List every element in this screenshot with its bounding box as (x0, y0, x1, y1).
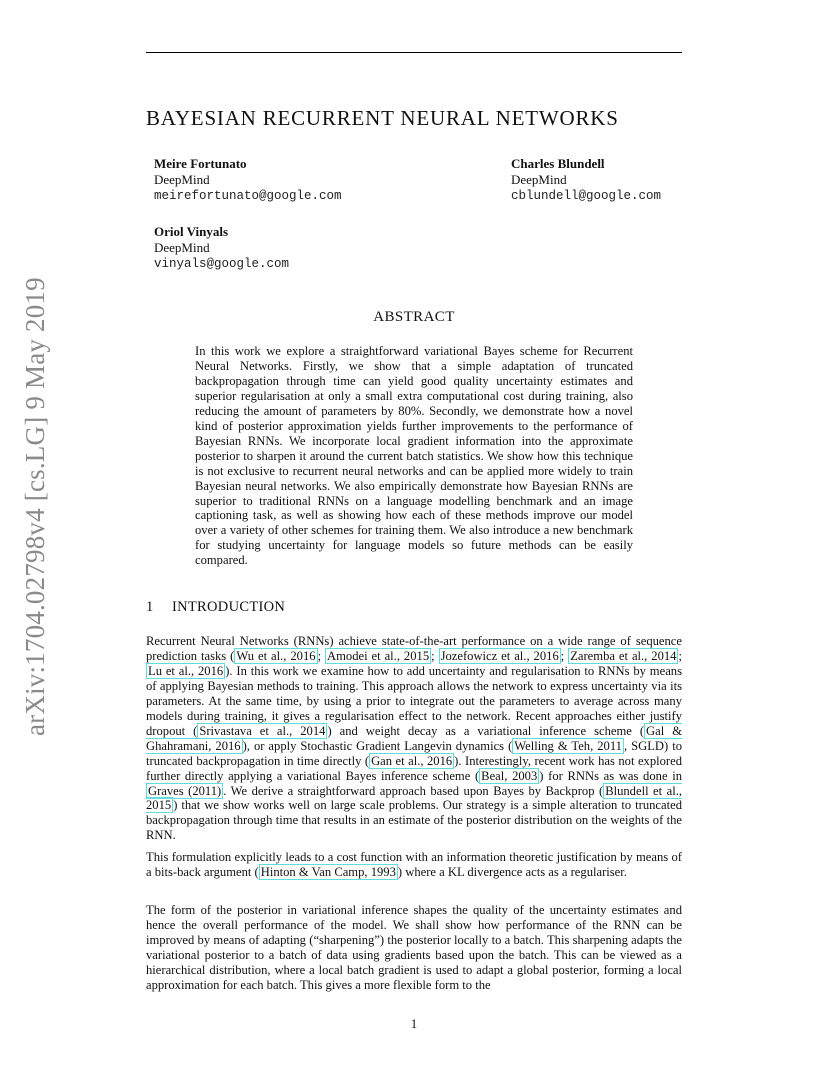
section-heading (146, 599, 285, 616)
citation-link[interactable]: Zaremba et al., 2014 (570, 648, 677, 663)
author-email[interactable]: meirefortunato@google.com (154, 189, 342, 203)
author-name: Meire Fortunato (154, 156, 247, 171)
text-run: ), or apply Stochastic Gradient Langevin dynamics ( (242, 738, 513, 753)
text-run: ; (317, 648, 326, 663)
author-name: Charles Blundell (511, 156, 605, 171)
citation-link[interactable]: Jozefowicz et al., 2016 (440, 648, 559, 663)
citation-link[interactable]: Welling & Teh, 2011 (514, 738, 622, 753)
text-run: ; (678, 648, 682, 663)
arxiv-identifier: arXiv:1704.02798v4 [cs.LG] 9 May 2019 (20, 277, 50, 736)
author-block-2 (511, 156, 661, 204)
intro-paragraph-3: The form of the posterior in variational inference shapes the quality of the uncertainty estimates and hence the overall performance of the model. We shall show how performance of the RNN can be improved by means of adapting (“sharpening”) the posterior locally to a batch. This sharpening adapts the variational posterior to a batch of data using gradients based upon the batch. This can be viewed as a hierarchical distribution, where a local batch gradient is used to adapt a global posterior, forming a local approximation for each batch. This gives a more flexible form to the (146, 903, 682, 992)
abstract-heading: ABSTRACT (373, 309, 455, 325)
text-run: ). Interestingly, recent work has not explored further directly applying a variational Bayes inference scheme ( (146, 753, 683, 783)
citation-link[interactable]: Graves (2011) (148, 783, 222, 798)
abstract-text: In this work we explore a straightforward variational Bayes scheme for Recurrent Neural Networks. Firstly, we show that a simple adaptation of truncated backpropagation through time can yield good quality uncertainty estimates and superior regularisation at only a small extra computational cost during training, also reducing the amount of parameters by 80%. Secondly, we demonstrate how a novel kind of posterior approximation yields further improvements to the performance of Bayesian RNNs. We incorporate local gradient information into the approximate posterior to sharpen it around the current batch statistics. We show how this technique is not exclusive to recurrent neural networks and can be applied more widely to train Bayesian neural networks. We also empirically demonstrate how Bayesian RNNs are superior to traditional RNNs on a language modelling benchmark and an image captioning task, as well as showing how each of these methods improve our model over a variety of other schemes for training them. We also introduce a new benchmark for studying uncertainty for language models so future methods can be easily compared. (195, 344, 633, 568)
text-run: ) where a KL divergence acts as a regulariser. (397, 864, 627, 879)
text-run: ) and weight decay as a variational inference scheme ( (327, 723, 645, 738)
author-block-3 (154, 224, 289, 272)
section-title: INTRODUCTION (172, 599, 286, 615)
text-run: ) that we show works well on large scale problems. Our strategy is a simple alteration to truncated backpropagation through time that results in an estimate of the posterior distribution on the weights of the RNN. (146, 798, 682, 843)
citation-link[interactable]: Lu et al., 2016 (148, 663, 224, 678)
text-run: ; (560, 648, 569, 663)
author-affiliation: DeepMind (154, 240, 210, 255)
intro-paragraph-1 (146, 634, 682, 843)
author-affiliation: DeepMind (511, 172, 567, 187)
author-block-1 (154, 156, 342, 204)
citation-link[interactable]: Blundell et al., 2015 (146, 783, 683, 813)
top-rule (146, 52, 682, 53)
text-run: , SGLD) to truncated backpropagation in time directly ( (146, 738, 682, 768)
text-run: This formulation explicitly leads to a cost function with an information theoretic justification by means of a bits-back argument ( (146, 850, 682, 879)
author-email[interactable]: cblundell@google.com (511, 189, 662, 203)
author-email[interactable]: vinyals@google.com (154, 257, 290, 271)
citation-link[interactable]: Gan et al., 2016 (371, 753, 453, 768)
text-run: . We derive a straightforward approach based upon Bayes by Backprop ( (223, 783, 604, 798)
text-run: ; (431, 648, 439, 663)
section-number: 1 (146, 599, 154, 615)
paper-title: BAYESIAN RECURRENT NEURAL NETWORKS (146, 106, 619, 130)
text-run: Recurrent Neural Networks (RNNs) achieve state-of-the-art performance on a wide range of sequence prediction tasks ( (146, 634, 682, 663)
author-name: Oriol Vinyals (154, 224, 229, 239)
text-run: ) for RNNs as was done in (539, 768, 682, 783)
citation-link[interactable]: Srivastava et al., 2014 (199, 723, 326, 738)
author-affiliation: DeepMind (154, 172, 210, 187)
citation-link[interactable]: Amodei et al., 2015 (327, 648, 430, 663)
citation-link[interactable]: Wu et al., 2016 (236, 648, 316, 663)
citation-link[interactable]: Beal, 2003 (481, 768, 538, 783)
page-number: 1 (410, 1016, 418, 1031)
intro-paragraph-2 (146, 850, 682, 880)
citation-link[interactable]: Hinton & Van Camp, 1993 (260, 864, 396, 879)
text-run: ). In this work we examine how to add uncertainty and regularisation to RNNs by means of applying Bayesian methods to training. This approach allows the network to express uncertainty via its parameters. At the same time, by using a prior to integrate out the parameters to average across many models during training, it gives a regularisation effect to the network. Recent approaches either justify dropout ( (146, 663, 682, 738)
citation-link[interactable]: Gal & Ghahramani, 2016 (146, 723, 682, 753)
